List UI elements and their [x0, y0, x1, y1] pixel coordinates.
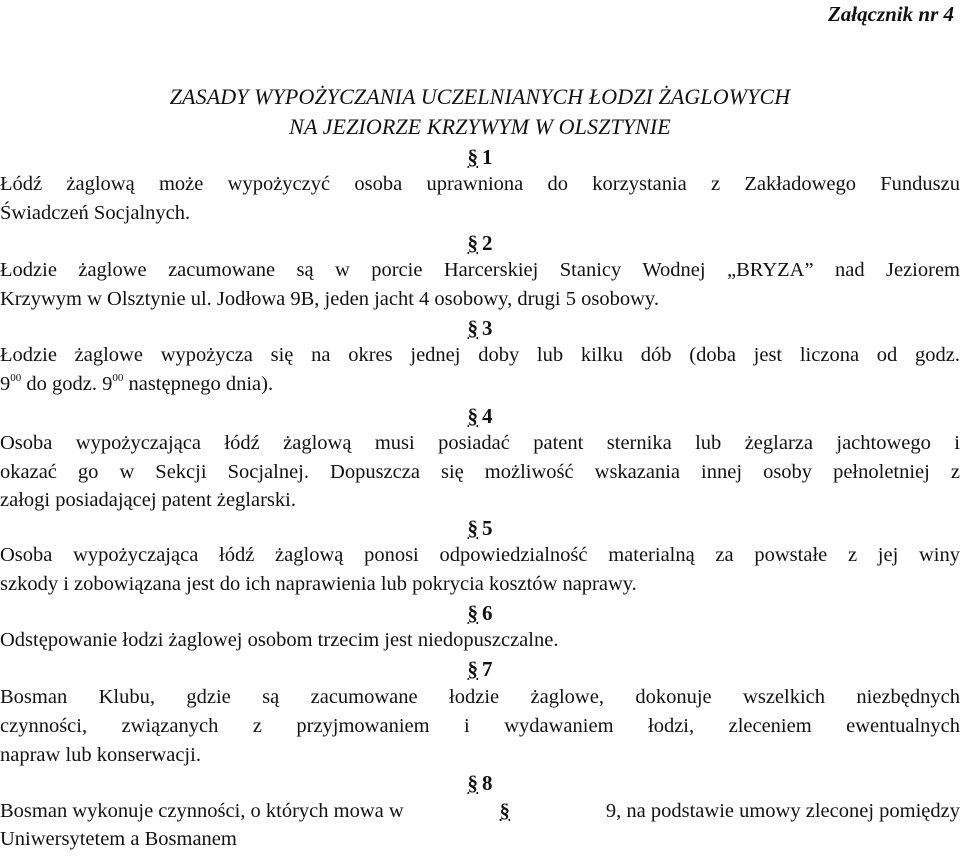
paragraph-line: Świadczeń Socjalnych. — [0, 202, 191, 224]
section-heading-5 — [0, 516, 960, 541]
section-number: 5 — [482, 516, 493, 540]
section-symbol: § — [467, 657, 478, 681]
paragraph-line: załogi posiadającej patent żeglarski. — [0, 489, 296, 511]
section-number: 3 — [482, 316, 493, 340]
section-number: 7 — [482, 657, 493, 681]
paragraph-text: Bosman wykonuje czynności, o których mowa w — [0, 800, 404, 822]
time-start: 9 — [0, 373, 11, 395]
section-number: 2 — [482, 231, 493, 255]
attachment-label: Załącznik nr 4 — [827, 2, 954, 26]
paragraph-line: Osoba wypożyczająca łódź żaglową ponosi odpowiedzialność materialną za powstałe z jej winy — [0, 544, 960, 566]
time-text: do godz. 9 — [26, 373, 113, 395]
paragraph-line: Łodzie żaglowe wypożycza się na okres jednej doby lub kilku dób (doba jest liczona od godz. — [0, 344, 960, 366]
paragraph-line: szkody i zobowiązana jest do ich naprawienia lub pokrycia kosztów naprawy. — [0, 573, 637, 595]
time-text-end: następnego dnia). — [128, 373, 274, 395]
section-number: 4 — [482, 404, 493, 428]
section-heading-7 — [0, 657, 960, 682]
document-title-line2: NA JEZIORZE KRZYWYM W OLSZTYNIE — [289, 114, 671, 139]
section-symbol: § — [467, 516, 478, 540]
section-heading-2 — [0, 231, 960, 256]
paragraph-line: Odstępowanie łodzi żaglowej osobom trzecim jest niedopuszczalne. — [0, 629, 559, 651]
paragraph-line: czynności, związanych z przyjmowaniem i wydawaniem łodzi, zleceniem ewentualnych — [0, 715, 960, 737]
paragraph-line: Łódź żaglową może wypożyczyć osoba uprawniona do korzystania z Zakładowego Funduszu — [0, 173, 960, 195]
section-heading-8 — [0, 771, 960, 796]
time-minutes: 00 — [112, 372, 124, 384]
section-number: 1 — [482, 145, 493, 169]
section-symbol: § — [467, 145, 478, 169]
section-symbol: § — [467, 231, 478, 255]
section-heading-3 — [0, 316, 960, 341]
section-symbol: § — [467, 404, 478, 428]
time-minutes: 00 — [10, 372, 22, 384]
paragraph-line: Łodzie żaglowe zacumowane są w porcie Harcerskiej Stanicy Wodnej „BRYZA” nad Jeziorem — [0, 259, 960, 281]
paragraph-line: okazać go w Sekcji Socjalnej. Dopuszcza się możliwość wskazania innej osoby pełnoletniej z — [0, 461, 960, 483]
paragraph-line: Bosman Klubu, gdzie są zacumowane łodzie żaglowe, dokonuje wszelkich niezbędnych — [0, 686, 960, 708]
section-symbol: § — [467, 316, 478, 340]
inline-section-ref: § — [499, 800, 510, 822]
paragraph-line — [0, 372, 960, 397]
document-title-line1: ZASADY WYPOŻYCZANIA UCZELNIANYCH ŁODZI ŻAGLOWYCH — [169, 84, 791, 109]
section-symbol: § — [467, 601, 478, 625]
paragraph-line: Krzywym w Olsztynie ul. Jodłowa 9B, jeden jacht 4 osobowy, drugi 5 osobowy. — [0, 288, 659, 310]
section-number: 6 — [482, 601, 493, 625]
paragraph-text: 9, na podstawie umowy zleconej pomiędzy — [605, 800, 960, 822]
paragraph-line: Osoba wypożyczająca łódź żaglową musi posiadać patent sternika lub żeglarza jachtowego i — [0, 432, 960, 454]
section-number: 8 — [482, 771, 493, 795]
paragraph-line: Uniwersytetem a Bosmanem — [0, 828, 237, 850]
section-heading-1 — [0, 145, 960, 170]
paragraph-line: napraw lub konserwacji. — [0, 744, 201, 766]
section-symbol: § — [467, 771, 478, 795]
section-heading-4 — [0, 404, 960, 429]
paragraph-line — [0, 799, 960, 824]
section-heading-6 — [0, 601, 960, 626]
